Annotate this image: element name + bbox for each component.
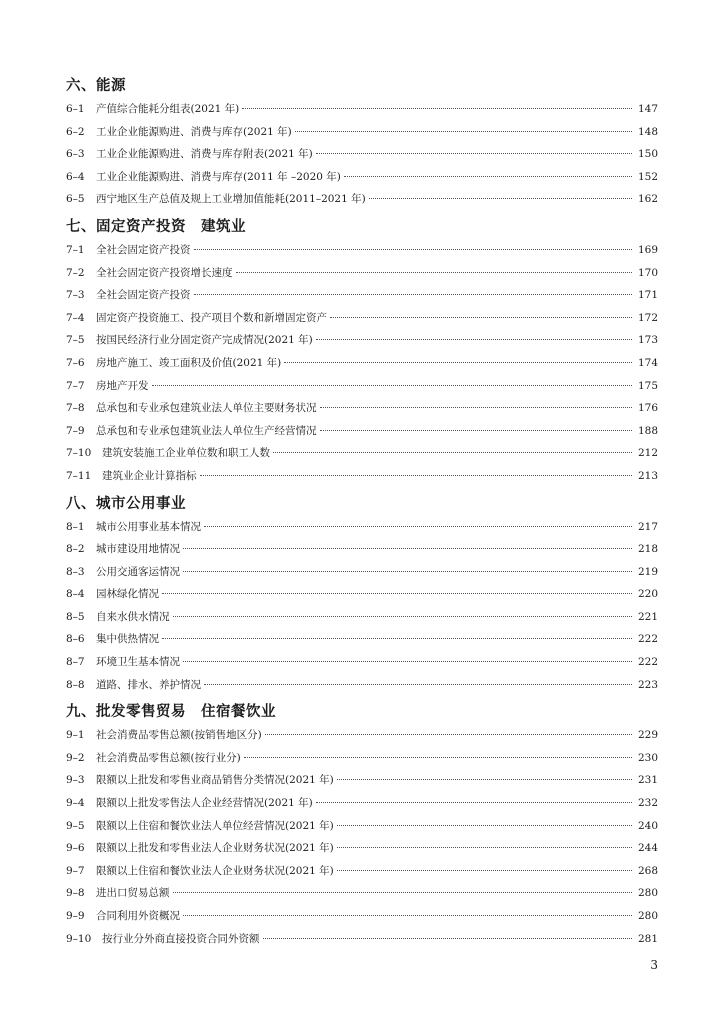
entry-page-number: 152: [637, 170, 658, 183]
toc-entry[interactable]: [66, 606, 658, 629]
entry-title: 社会消费品零售总额(按销售地区分): [96, 729, 262, 742]
entry-page-number: 223: [637, 678, 658, 691]
entry-title: 限额以上批发和零售业法人企业财务状况(2021 年): [96, 842, 334, 855]
entry-page-number: 212: [637, 447, 658, 460]
entry-number: 8–4: [66, 588, 85, 601]
toc-entry[interactable]: [66, 143, 658, 166]
entry-title: 西宁地区生产总值及规上工业增加值能耗(2011–2021 年): [96, 193, 366, 206]
entry-title: 限额以上住宿和餐饮业法人单位经营情况(2021 年): [96, 819, 334, 832]
entry-page-number: 219: [637, 565, 658, 578]
toc-entry[interactable]: [66, 538, 658, 561]
entry-number: 8–5: [66, 610, 85, 623]
entry-page-number: 175: [637, 379, 658, 392]
dot-leader: [337, 847, 632, 848]
entry-page-number: 162: [637, 193, 658, 206]
entry-number: 9–8: [66, 887, 85, 900]
dot-leader: [369, 198, 632, 199]
toc-entry[interactable]: [66, 747, 658, 770]
entry-page-number: 213: [637, 469, 658, 482]
toc-entry[interactable]: [66, 239, 658, 262]
entry-number: 7–4: [66, 311, 85, 324]
dot-leader: [204, 684, 632, 685]
entry-number: 6–5: [66, 193, 85, 206]
entry-page-number: 188: [637, 424, 658, 437]
dot-leader: [173, 892, 633, 893]
dot-leader: [265, 734, 632, 735]
dot-leader: [183, 661, 632, 662]
entry-title: 按国民经济行业分固定资产完成情况(2021 年): [96, 334, 313, 347]
toc-entry[interactable]: [66, 284, 658, 307]
entry-number: 7–8: [66, 402, 85, 415]
toc-entry[interactable]: [66, 628, 658, 651]
entry-title: 总承包和专业承包建筑业法人单位生产经营情况: [96, 424, 317, 437]
entry-number: 7–7: [66, 379, 85, 392]
entry-title: 工业企业能源购进、消费与库存(2011 年 –2020 年): [96, 170, 341, 183]
toc-entry[interactable]: [66, 815, 658, 838]
dot-leader: [236, 272, 633, 273]
entry-number: 7–5: [66, 334, 85, 347]
entry-number: 8–3: [66, 565, 85, 578]
entry-title: 房地产开发: [96, 379, 149, 392]
toc-entry[interactable]: [66, 329, 658, 352]
entry-title: 公用交通客运情况: [96, 565, 180, 578]
entry-number: 7–1: [66, 243, 85, 256]
entry-page-number: 229: [637, 729, 658, 742]
dot-leader: [320, 430, 633, 431]
dot-leader: [152, 385, 633, 386]
toc-entry[interactable]: [66, 651, 658, 674]
toc-entry[interactable]: [66, 905, 658, 928]
entry-title: 总承包和专业承包建筑业法人单位主要财务状况: [96, 402, 317, 415]
entry-page-number: 221: [637, 610, 658, 623]
entry-title: 固定资产投资施工、投产项目个数和新增固定资产: [96, 311, 327, 324]
dot-leader: [173, 616, 633, 617]
entry-page-number: 148: [637, 125, 658, 138]
dot-leader: [295, 131, 632, 132]
entry-page-number: 281: [637, 932, 658, 945]
entry-title: 社会消费品零售总额(按行业分): [96, 751, 241, 764]
section-heading: 六、能源: [66, 78, 126, 94]
section-heading: 七、固定资产投资 建筑业: [66, 218, 246, 235]
dot-leader: [337, 825, 632, 826]
entry-number: 9–9: [66, 910, 85, 922]
dot-leader: [316, 339, 632, 340]
toc-entry[interactable]: [66, 724, 658, 747]
entry-title: 城市公用事业基本情况: [96, 520, 201, 533]
entry-page-number: 244: [637, 842, 658, 855]
entry-number: 7–10: [66, 447, 92, 460]
entry-page-number: 174: [637, 356, 658, 369]
toc-entry[interactable]: [66, 397, 658, 420]
entry-number: 7–11: [66, 469, 92, 482]
dot-leader: [244, 757, 632, 758]
entry-number: 9–1: [66, 729, 85, 742]
entry-page-number: 169: [637, 243, 658, 256]
toc-entry[interactable]: [66, 420, 658, 443]
entry-title: 合同利用外资概况: [96, 910, 180, 922]
dot-leader: [183, 571, 632, 572]
entry-page-number: 240: [637, 819, 658, 832]
toc-entry[interactable]: [66, 307, 658, 330]
entry-number: 9–2: [66, 751, 85, 764]
toc-entry[interactable]: [66, 375, 658, 398]
toc-entry[interactable]: [66, 583, 658, 606]
entry-page-number: 280: [637, 887, 658, 900]
toc-entry[interactable]: [66, 882, 658, 905]
entry-title: 建筑安装施工企业单位数和职工人数: [102, 447, 270, 460]
entry-title: 全社会固定资产投资: [96, 289, 191, 302]
section-heading: 八、城市公用事业: [66, 495, 186, 512]
entry-number: 9–10: [66, 932, 92, 945]
toc-entry[interactable]: [66, 442, 658, 465]
entry-page-number: 218: [637, 543, 658, 556]
entry-page-number: 217: [637, 520, 658, 533]
entry-title: 园林绿化情况: [96, 588, 159, 601]
toc-entry[interactable]: [66, 561, 658, 584]
dot-leader: [162, 638, 632, 639]
entry-title: 房地产施工、竣工面积及价值(2021 年): [96, 356, 282, 369]
toc-entry[interactable]: [66, 769, 658, 792]
entry-page-number: 222: [637, 656, 658, 669]
dot-leader: [320, 407, 633, 408]
entry-title: 全社会固定资产投资增长速度: [96, 266, 233, 279]
entry-title: 城市建设用地情况: [96, 543, 180, 556]
toc-entry[interactable]: [66, 166, 658, 189]
dot-leader: [183, 548, 632, 549]
dot-leader: [263, 938, 633, 939]
dot-leader: [204, 526, 632, 527]
dot-leader: [284, 362, 632, 363]
entry-page-number: 231: [637, 774, 658, 787]
entry-page-number: 280: [637, 910, 658, 922]
entry-title: 工业企业能源购进、消费与库存附表(2021 年): [96, 148, 313, 161]
entry-title: 限额以上批发零售法人企业经营情况(2021 年): [96, 797, 313, 810]
entry-number: 7–3: [66, 289, 85, 302]
entry-number: 9–7: [66, 864, 85, 877]
entry-title: 全社会固定资产投资: [96, 243, 191, 256]
entry-number: 6–1: [66, 103, 85, 115]
dot-leader: [162, 593, 632, 594]
dot-leader: [337, 870, 632, 871]
entry-number: 8–7: [66, 656, 85, 669]
entry-number: 9–3: [66, 774, 85, 787]
entry-title: 限额以上批发和零售业商品销售分类情况(2021 年): [96, 774, 334, 787]
entry-page-number: 171: [637, 289, 658, 302]
entry-page-number: 220: [637, 588, 658, 601]
section-heading: 九、批发零售贸易 住宿餐饮业: [66, 704, 276, 721]
dot-leader: [194, 294, 633, 295]
entry-number: 6–2: [66, 125, 85, 138]
toc-entry[interactable]: [66, 792, 658, 815]
dot-leader: [242, 108, 632, 109]
entry-page-number: 232: [637, 797, 658, 810]
toc-entry[interactable]: [66, 837, 658, 860]
entry-page-number: 222: [637, 633, 658, 646]
dot-leader: [316, 153, 632, 154]
entry-title: 按行业分外商直接投资合同外资额: [102, 932, 260, 945]
entry-page-number: 230: [637, 751, 658, 764]
entry-title: 产值综合能耗分组表(2021 年): [96, 103, 240, 115]
entry-number: 9–4: [66, 797, 85, 810]
dot-leader: [183, 915, 632, 916]
entry-number: 9–6: [66, 842, 85, 855]
entry-number: 7–2: [66, 266, 85, 279]
page-number: 3: [650, 958, 658, 972]
entry-page-number: 170: [637, 266, 658, 279]
entry-number: 6–4: [66, 170, 85, 183]
entry-page-number: 150: [637, 148, 658, 161]
entry-page-number: 268: [637, 864, 658, 877]
dot-leader: [344, 176, 632, 177]
toc-entry[interactable]: [66, 928, 658, 951]
entry-title: 工业企业能源购进、消费与库存(2021 年): [96, 125, 292, 138]
entry-number: 7–6: [66, 356, 85, 369]
toc-entry[interactable]: [66, 121, 658, 144]
entry-number: 8–1: [66, 520, 85, 533]
dot-leader: [200, 475, 633, 476]
dot-leader: [330, 317, 632, 318]
entry-page-number: 176: [637, 402, 658, 415]
toc-entry[interactable]: [66, 352, 658, 375]
toc-entry[interactable]: [66, 262, 658, 285]
toc-entry[interactable]: [66, 674, 658, 697]
entry-number: 6–3: [66, 148, 85, 161]
entry-page-number: 147: [637, 103, 658, 115]
entry-number: 8–8: [66, 678, 85, 691]
entry-number: 9–5: [66, 819, 85, 832]
entry-title: 自来水供水情况: [96, 610, 170, 623]
entry-number: 8–2: [66, 543, 85, 556]
entry-title: 建筑业企业计算指标: [102, 469, 197, 482]
entry-title: 进出口贸易总额: [96, 887, 170, 900]
entry-number: 7–9: [66, 424, 85, 437]
entry-number: 8–6: [66, 633, 85, 646]
toc-entry[interactable]: [66, 188, 658, 211]
toc-entry[interactable]: [66, 516, 658, 539]
entry-title: 限额以上住宿和餐饮业法人企业财务状况(2021 年): [96, 864, 334, 877]
entry-page-number: 172: [637, 311, 658, 324]
dot-leader: [316, 802, 632, 803]
entry-title: 集中供热情况: [96, 633, 159, 646]
toc-entry[interactable]: [66, 98, 658, 121]
table-of-contents: [66, 70, 658, 950]
entry-title: 环境卫生基本情况: [96, 656, 180, 669]
entry-page-number: 173: [637, 334, 658, 347]
toc-entry[interactable]: [66, 465, 658, 488]
entry-title: 道路、排水、养护情况: [96, 678, 201, 691]
dot-leader: [337, 779, 632, 780]
dot-leader: [273, 452, 632, 453]
dot-leader: [194, 249, 633, 250]
toc-entry[interactable]: [66, 860, 658, 883]
